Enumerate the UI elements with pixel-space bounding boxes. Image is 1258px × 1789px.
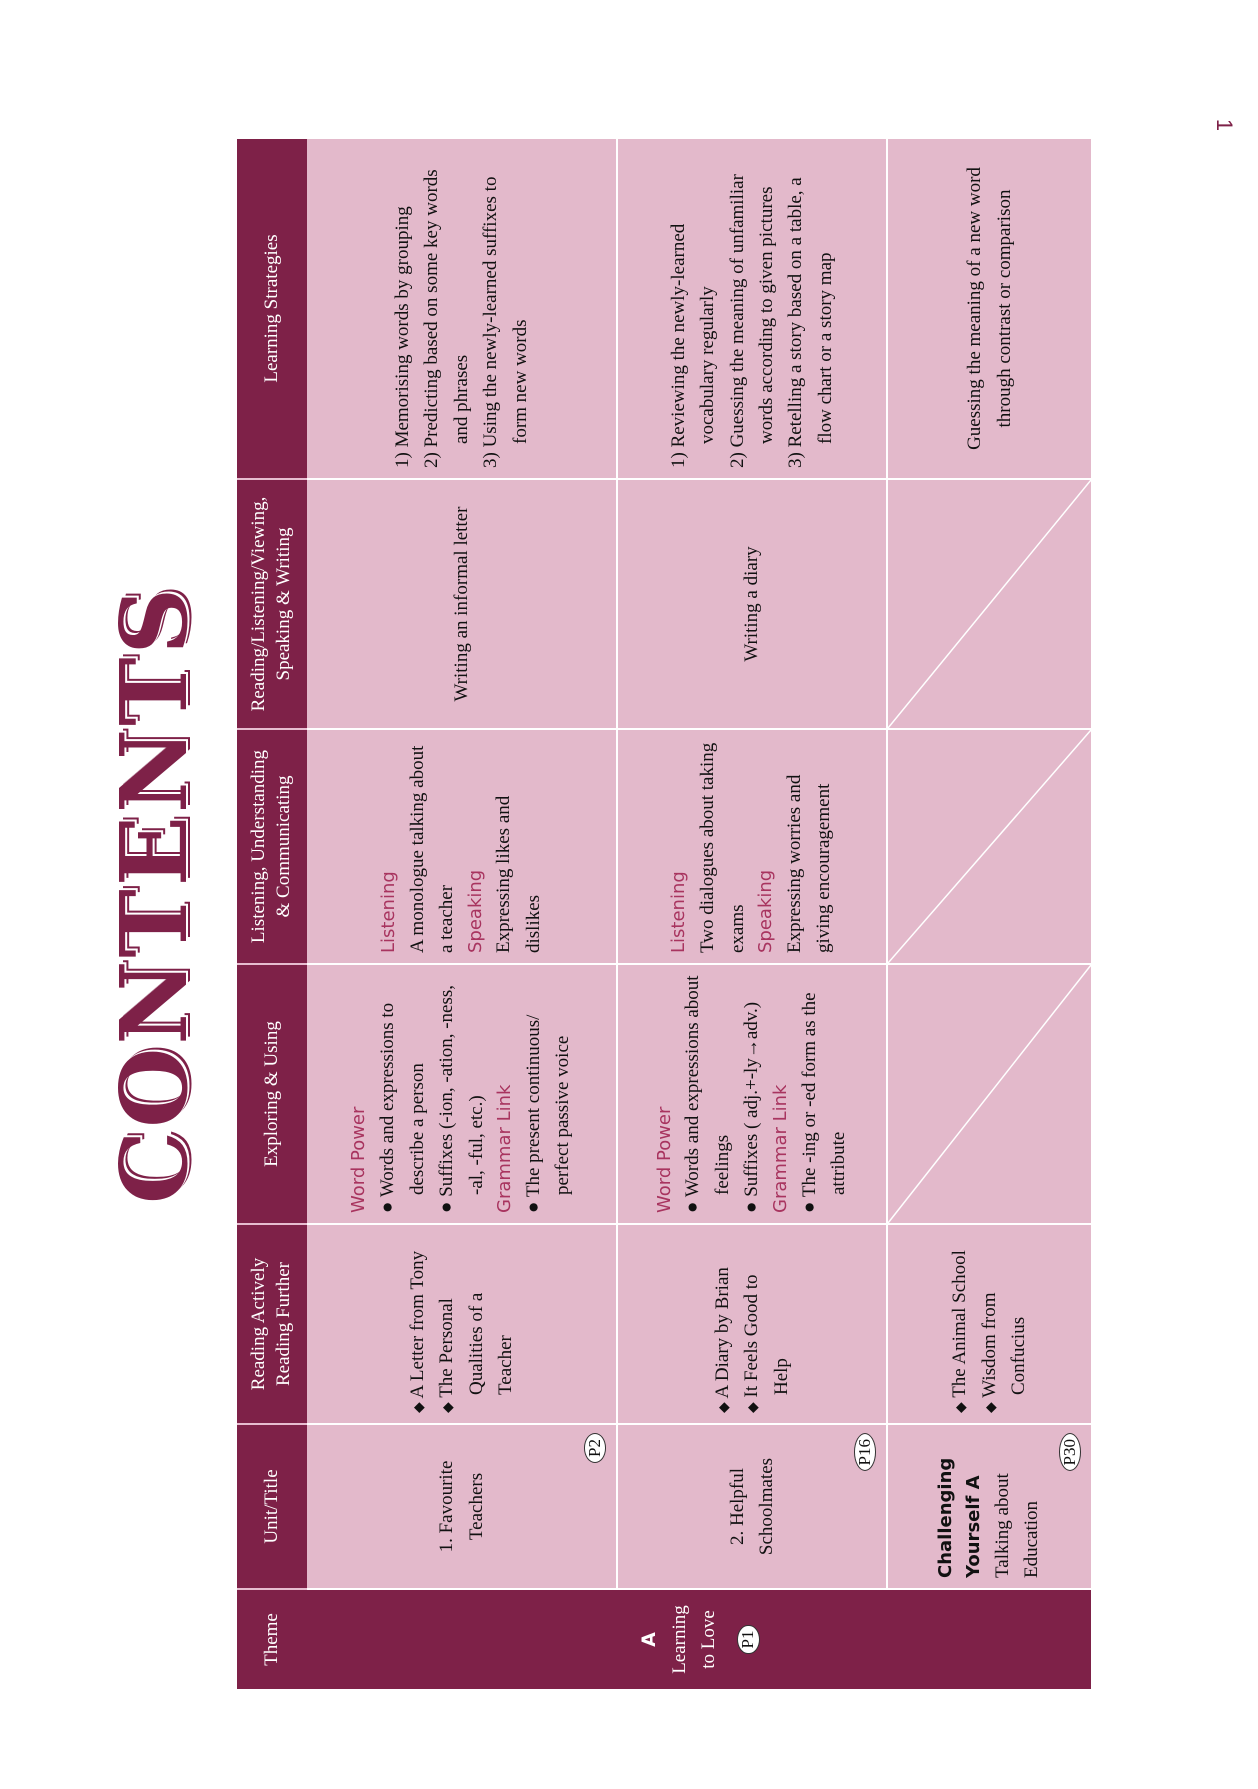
header-unit: Unit/Title [237,1424,307,1589]
theme-cell [307,1589,1092,1689]
header-exploring: Exploring & Using [237,964,307,1224]
page-number: 1 [1211,118,1237,132]
list-item: ◆ It Feels Good to Help [741,1274,792,1413]
list-item: ◆ A Letter from Tony [406,1250,428,1413]
header-theme: Theme [237,1589,307,1689]
empty-cell [887,729,1092,964]
unit-title-cell [887,1424,1092,1589]
empty-cell [887,964,1092,1224]
word-power-label: Word Power [653,1106,675,1213]
unit-row-2 [617,139,887,1689]
strategies-cell [887,139,1092,479]
reading-cell [307,1224,617,1424]
header-row [237,139,307,1689]
unit-page-badge[interactable]: P2 [584,1433,606,1463]
list-item: ● Suffixes (-ion, -ation, -ness, -al, -ful, etc.) [436,984,487,1213]
strategies-cell [307,139,617,479]
empty-cell [887,479,1092,729]
list-item: ● Words and expressions about feelings [682,975,733,1213]
list-item: ● Words and expressions to describe a person [377,1002,428,1213]
unit-title: Talking about Education [991,1473,1043,1578]
strategy-item: 3) Retelling a story based on a table, a flow chart or a story map [785,177,836,468]
contents-table [237,139,1093,1689]
strategy-item: 1) Reviewing the newly-learned vocabulary regularly [667,223,719,468]
list-item: ● Suffixes ( adj.+-ly→adv.) [741,1001,763,1213]
diagonal-line [888,480,1091,728]
challenge-title[interactable]: Challenging Yourself A [935,1457,985,1578]
unit-title-cell [307,1424,617,1589]
header-rlvsw: Reading/Listening/Viewing, Speaking & Writing [237,479,307,729]
page-title: CONTENTS [100,584,208,1205]
writing-text: Writing an informal letter [450,506,472,702]
speaking-text: Expressing likes and dislikes [493,795,544,953]
listening-cell [307,729,617,964]
reading-cell [617,1224,887,1424]
diagonal-line [888,965,1091,1223]
list-item: ◆ Wisdom from Confucius [978,1292,1030,1413]
listening-cell [617,729,887,964]
list-item: ◆ The Personal Qualities of a Teacher [436,1292,516,1413]
reading-cell [887,1224,1092,1424]
header-strategies: Learning Strategies [237,139,307,479]
strategy-item: 1) Memorising words by grouping [391,206,413,468]
unit-row-1 [307,139,617,1689]
listening-label: Listening [668,871,690,953]
strategy-item: 2) Guessing the meaning of unfamiliar words according to given pictures [726,174,777,468]
unit-title[interactable]: 1. Favourite Teachers [436,1460,487,1553]
unit-page-badge[interactable]: P30 [1059,1433,1081,1471]
writing-cell [307,479,617,729]
unit-page-badge[interactable]: P16 [854,1433,876,1471]
strategy-item: 2) Predicting based on some key words and phrases [421,169,472,468]
strategy-text: Guessing the meaning of a new word through contrast or comparison [964,167,1015,450]
grammar-link-label: Grammar Link [493,1084,515,1213]
list-item: ◆ The Animal School [949,1250,971,1413]
challenge-row [887,139,1092,1689]
exploring-cell [307,964,617,1224]
header-listening: Listening, Understanding & Communicating [237,729,307,964]
theme-page-badge[interactable]: P1 [737,1625,759,1655]
speaking-text: Expressing worries and giving encouragement [783,774,835,953]
listening-text: Two dialogues about taking exams [697,742,748,953]
unit-title[interactable]: 2. Helpful Schoolmates [726,1457,777,1556]
grammar-link-label: Grammar Link [769,1084,791,1213]
strategy-item: 3) Using the newly-learned suffixes to form new words [480,176,531,468]
list-item: ● The present continuous/ perfect passive voice [522,1014,574,1213]
listening-text: A monologue talking about a teacher [406,745,458,953]
theme-name: Learning to Love [668,1605,719,1674]
speaking-label: Speaking [755,869,776,953]
speaking-label: Speaking [464,869,486,953]
list-item: ◆ A Diary by Brian [711,1267,733,1413]
writing-cell [617,479,887,729]
word-power-label: Word Power [348,1106,370,1213]
diagonal-line [888,730,1091,963]
listening-label: Listening [377,871,399,953]
header-reading: Reading Actively Reading Further [237,1224,307,1424]
unit-title-cell [617,1424,887,1589]
writing-text: Writing a diary [741,546,763,662]
exploring-cell [617,964,887,1224]
theme-letter: A [638,1632,661,1647]
list-item: ● The -ing or -ed form as the attribute [798,992,850,1213]
strategies-cell [617,139,887,479]
